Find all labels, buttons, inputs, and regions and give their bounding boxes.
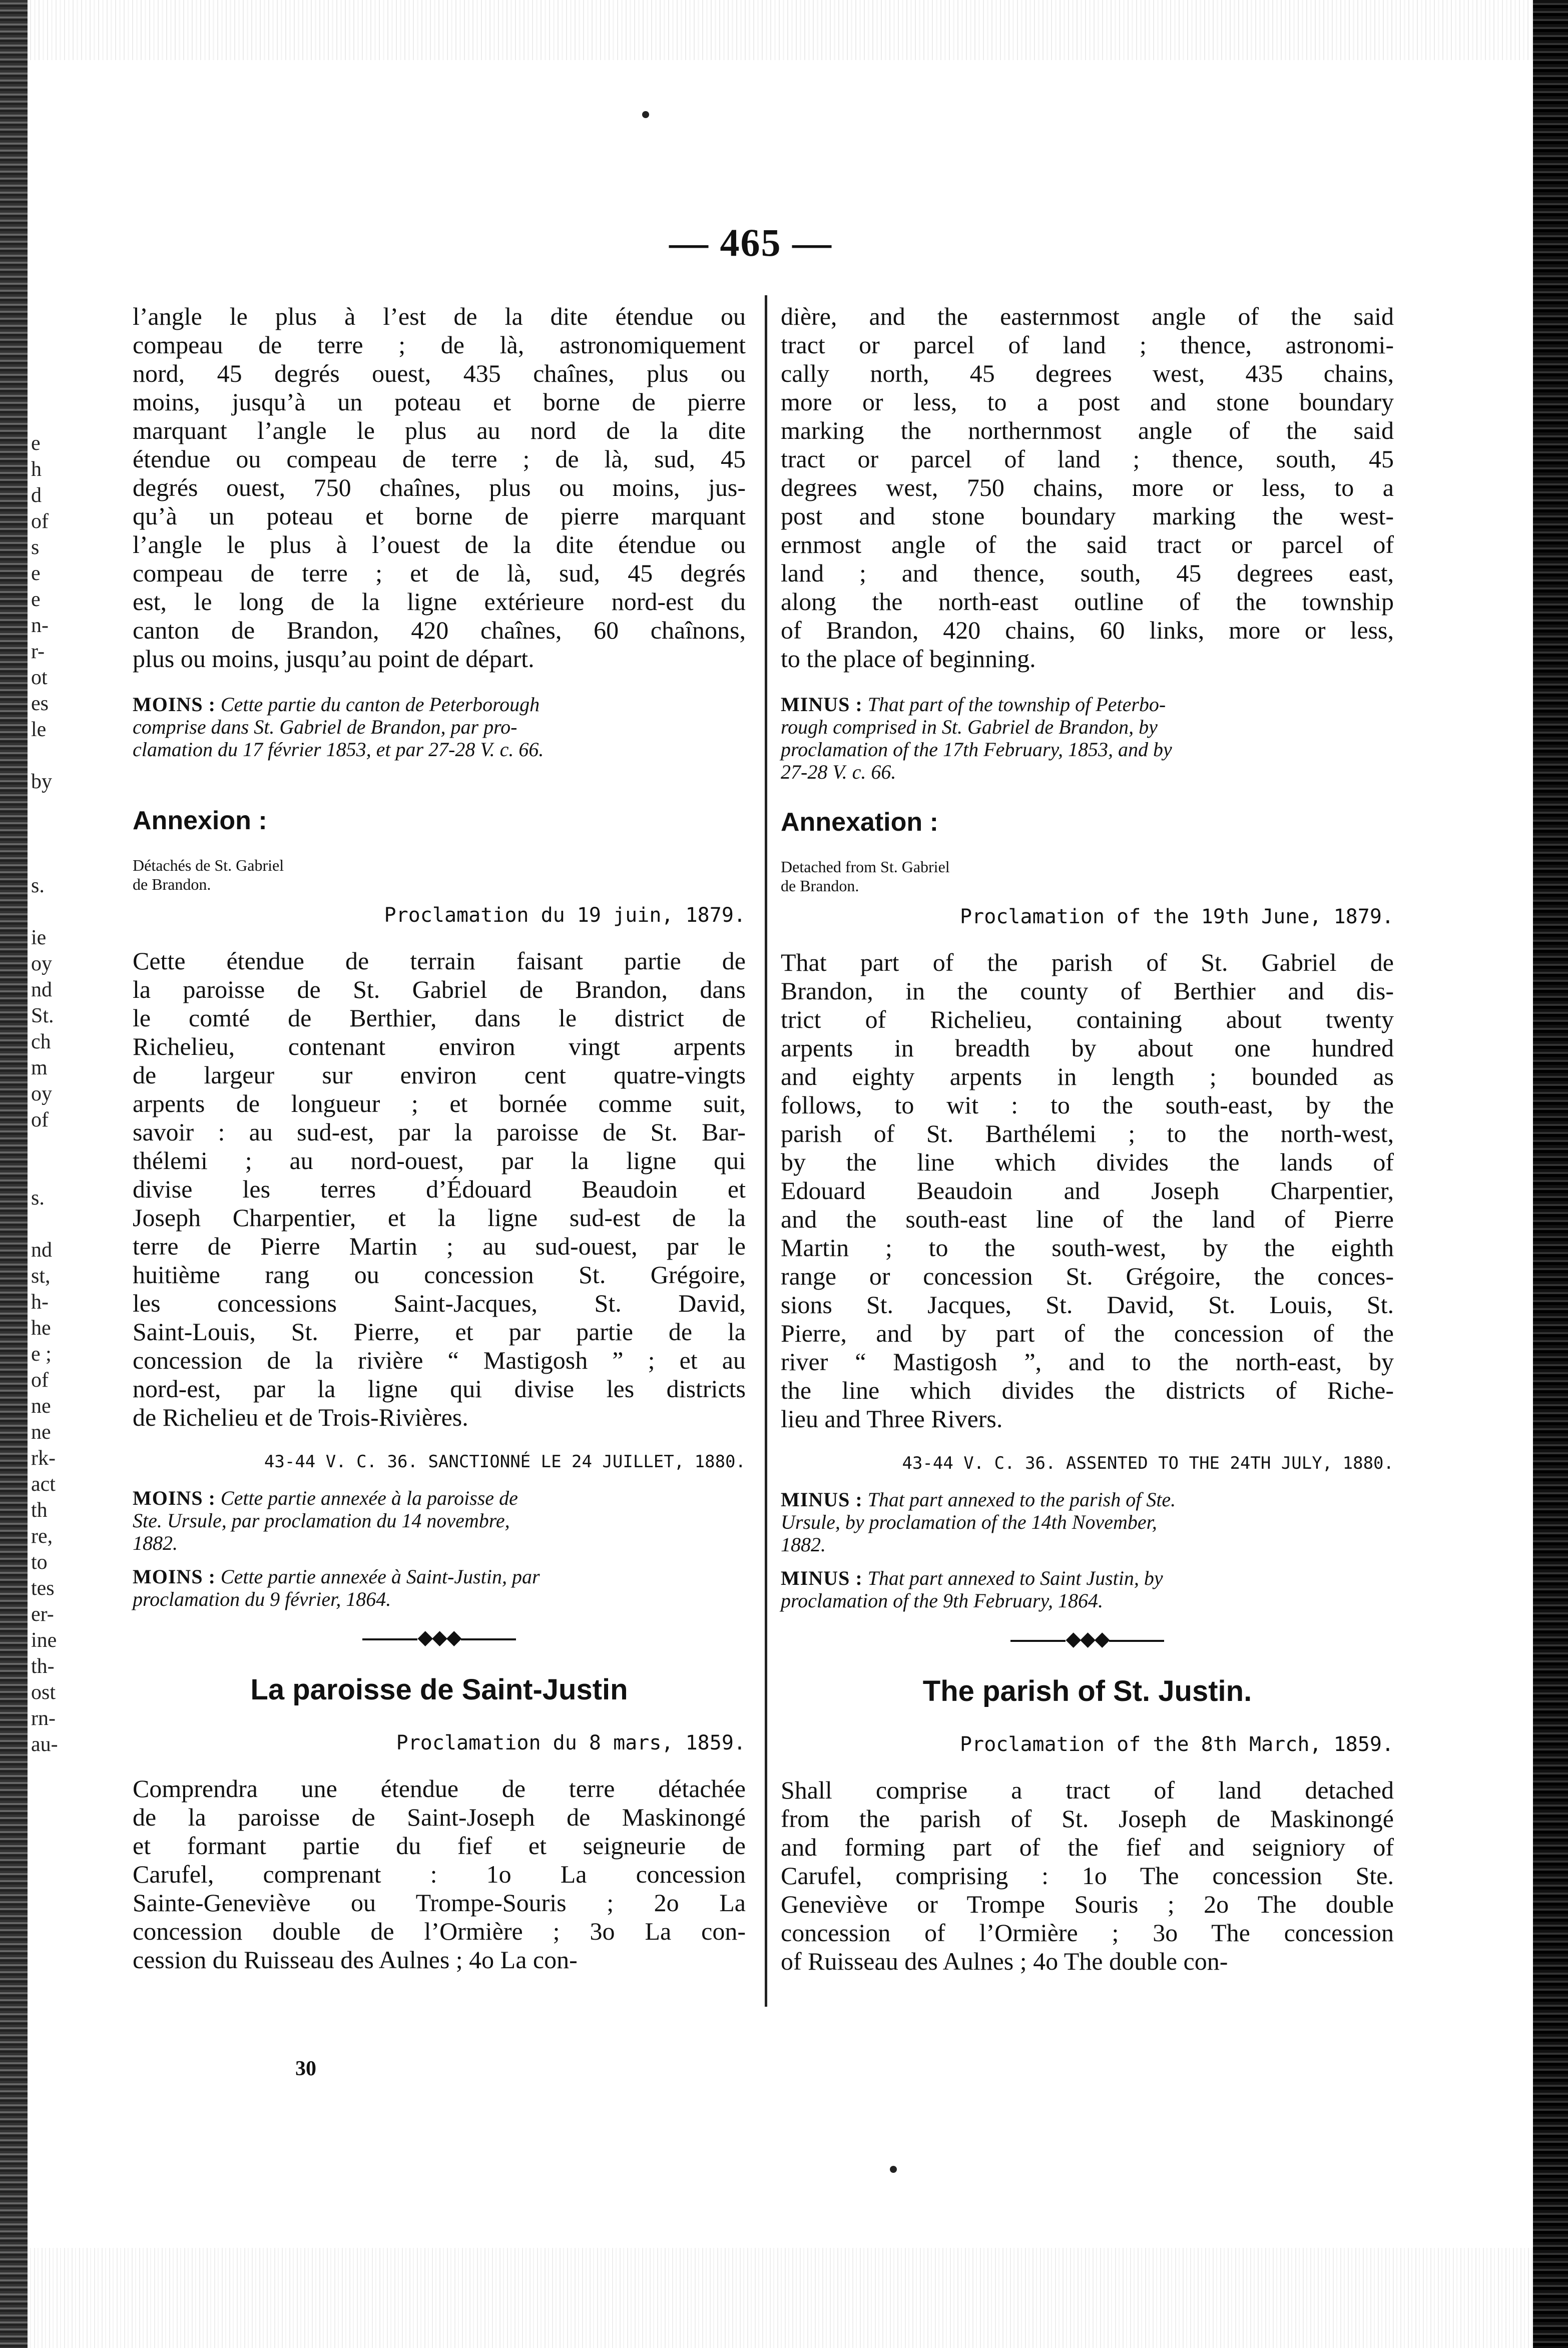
text-line: follows, to wit : to the south-east, by the <box>781 1091 1394 1119</box>
margin-fragment <box>31 1133 86 1159</box>
text-line: and eighty arpents in length ; bounded as <box>781 1062 1394 1090</box>
french-minus-note-saint-justin <box>133 1565 746 1610</box>
adjacent-page-fragments <box>31 430 86 1757</box>
french-minus-note-ste-ursule <box>133 1487 746 1554</box>
text-line: Shall comprise a tract of land detached <box>781 1776 1394 1804</box>
note-line: proclamation of the 17th February, 1853, and by <box>781 738 1172 761</box>
section-ornament: ◆◆◆ <box>781 1627 1394 1650</box>
margin-fragment: ine <box>31 1629 57 1652</box>
text-line: huitième rang ou concession St. Grégoire, <box>133 1261 746 1289</box>
margin-fragment: r- <box>31 640 45 663</box>
note-line: 1882. <box>133 1532 178 1554</box>
text-line: étendue ou compeau de terre ; de là, sud, 45 <box>133 445 746 473</box>
margin-fragment: of <box>31 510 49 533</box>
text-line: of Brandon, 420 chains, 60 links, more or less, <box>781 616 1394 644</box>
margin-fragment: st, <box>31 1265 51 1288</box>
text-line: along the north-east outline of the township <box>781 588 1394 616</box>
french-column <box>133 295 746 1974</box>
margin-fragment <box>31 795 86 821</box>
margin-fragment: e <box>31 432 41 455</box>
margin-fragment: rk- <box>31 1447 56 1470</box>
margin-fragment: m <box>31 1056 48 1079</box>
margin-fragment: es <box>31 692 49 715</box>
annex-heading: Annexion : <box>133 806 267 835</box>
text-line: concession de la rivière “ Mastigosh ” ; et au <box>133 1346 746 1374</box>
note-line: That part of the township of Peterbo- <box>867 693 1166 716</box>
text-line: divise les terres d’Édouard Beaudoin et <box>133 1175 746 1203</box>
detached-line: Détachés de St. Gabriel <box>133 856 284 874</box>
text-line: nord, 45 degrés ouest, 435 chaînes, plus ou <box>133 359 746 387</box>
note-line: 1882. <box>781 1533 826 1556</box>
text-line: Martin ; to the south-west, by the eighth <box>781 1234 1394 1262</box>
text-line: de la paroisse de Saint-Joseph de Maskinongé <box>133 1803 746 1831</box>
margin-fragment: d <box>31 484 42 507</box>
proclamation-date: Proclamation of the 8th March, 1859. <box>960 1733 1394 1756</box>
text-line: canton de Brandon, 420 chaînes, 60 chaînons, <box>133 616 746 644</box>
note-line: Ste. Ursule, par proclamation du 14 novembre, <box>133 1509 510 1532</box>
margin-fragment: e <box>31 588 41 611</box>
text-line: l’angle le plus à l’ouest de la dite étendue ou <box>133 530 746 558</box>
minus-label: MINUS : <box>781 1488 863 1511</box>
margin-fragment <box>31 821 86 847</box>
detached-from-label <box>133 856 746 894</box>
margin-fragment: th- <box>31 1655 55 1678</box>
english-minus-note-ste-ursule <box>781 1488 1394 1556</box>
note-line: 27-28 V. c. 66. <box>781 761 896 783</box>
french-paragraph-saint-justin <box>133 1775 746 1974</box>
text-line: trict of Richelieu, containing about twenty <box>781 1005 1394 1033</box>
margin-fragment: e ; <box>31 1343 52 1366</box>
text-line: plus ou moins, jusqu’au point de départ. <box>133 645 535 673</box>
text-line: degrees west, 750 chains, more or less, to a <box>781 473 1394 501</box>
text-line: marquant l’angle le plus au nord de la dite <box>133 416 746 444</box>
text-line: Comprendra une étendue de terre détachée <box>133 1775 746 1803</box>
section-title: The parish of St. Justin. <box>922 1675 1252 1707</box>
margin-fragment: h- <box>31 1291 49 1314</box>
signature-mark: 30 <box>295 2057 316 2080</box>
margin-fragment: nd <box>31 1239 52 1262</box>
margin-fragment <box>31 899 86 925</box>
margin-fragment: ne <box>31 1421 51 1444</box>
statute-reference: 43-44 V. C. 36. SANCTIONNÉ LE 24 JUILLET, 1880. <box>264 1452 746 1472</box>
scan-bottom-edge <box>0 2248 1568 2348</box>
margin-fragment: nd <box>31 978 52 1001</box>
proclamation-date: Proclamation du 19 juin, 1879. <box>384 904 746 927</box>
proclamation-date: Proclamation of the 19th June, 1879. <box>960 905 1394 928</box>
margin-fragment: s. <box>31 1187 45 1210</box>
text-line: more or less, to a post and stone boundary <box>781 388 1394 416</box>
text-line: moins, jusqu’à un poteau et borne de pierre <box>133 388 746 416</box>
margin-fragment: he <box>31 1317 51 1340</box>
text-line: terre de Pierre Martin ; au sud-ouest, par le <box>133 1232 746 1260</box>
section-ornament: ◆◆◆ <box>133 1625 746 1649</box>
margin-fragment: tes <box>31 1577 55 1600</box>
text-line: range or concession St. Grégoire, the conces- <box>781 1262 1394 1290</box>
margin-fragment: by <box>31 770 52 793</box>
text-line: sions St. Jacques, St. David, St. Louis, St. <box>781 1291 1394 1319</box>
text-line: river “ Mastigosh ”, and to the north-east, by <box>781 1348 1394 1376</box>
text-line: Joseph Charpentier, et la ligne sud-est de la <box>133 1204 746 1232</box>
text-line: compeau de terre ; et de là, sud, 45 degrés <box>133 559 746 587</box>
text-line: thélemi ; au nord-ouest, par la ligne qui <box>133 1146 746 1175</box>
english-paragraph-saint-justin <box>781 1776 1394 1976</box>
text-line: post and stone boundary marking the west- <box>781 502 1394 530</box>
note-line: Cette partie annexée à Saint-Justin, par <box>220 1565 540 1588</box>
column-divider <box>765 295 767 2007</box>
margin-fragment: s. <box>31 874 45 897</box>
text-line: cession du Ruisseau des Aulnes ; 4o La con- <box>133 1946 578 1974</box>
text-line: Sainte-Geneviève ou Trompe-Souris ; 2o La <box>133 1889 746 1917</box>
text-line: arpents in breadth by about one hundred <box>781 1034 1394 1062</box>
margin-fragment: oy <box>31 952 52 975</box>
text-line: savoir : au sud-est, par la paroisse de St. Bar- <box>133 1118 746 1146</box>
text-line: Pierre, and by part of the concession of the <box>781 1319 1394 1347</box>
margin-fragment: oy <box>31 1082 52 1105</box>
text-line: degrés ouest, 750 chaînes, plus ou moins, jus- <box>133 473 746 501</box>
text-line: to the place of beginning. <box>781 645 1036 673</box>
margin-fragment: to <box>31 1551 48 1574</box>
text-line: l’angle le plus à l’est de la dite étendue ou <box>133 302 746 330</box>
margin-fragment: n- <box>31 614 49 637</box>
text-line: compeau de terre ; de là, astronomiquement <box>133 331 746 359</box>
margin-fragment: act <box>31 1473 56 1496</box>
scan-left-edge <box>0 0 28 2348</box>
annex-heading: Annexation : <box>781 808 938 837</box>
note-line: clamation du 17 février 1853, et par 27-28 V. c. 66. <box>133 738 544 761</box>
note-line: Cette partie du canton de Peterborough <box>220 693 540 716</box>
note-line: comprise dans St. Gabriel de Brandon, par pro- <box>133 716 517 738</box>
text-line: and forming part of the fief and seigniory of <box>781 1833 1394 1861</box>
text-line: concession of l’Ormière ; 3o The concession <box>781 1919 1394 1947</box>
text-line: les concessions Saint-Jacques, St. David, <box>133 1289 746 1317</box>
detached-line: de Brandon. <box>133 875 211 893</box>
proclamation-date: Proclamation du 8 mars, 1859. <box>396 1731 746 1754</box>
margin-fragment: St. <box>31 1004 54 1027</box>
minus-label: MINUS : <box>781 1567 863 1589</box>
note-line: proclamation of the 9th February, 1864. <box>781 1589 1104 1612</box>
text-line: tract or parcel of land ; thence, south, 45 <box>781 445 1394 473</box>
text-line: and the south-east line of the land of Pierre <box>781 1205 1394 1233</box>
detached-line: Detached from St. Gabriel <box>781 858 950 876</box>
scan-top-edge <box>0 0 1568 60</box>
margin-fragment: rn- <box>31 1707 56 1730</box>
note-line: Ursule, by proclamation of the 14th November, <box>781 1511 1157 1533</box>
margin-fragment: e <box>31 562 41 585</box>
note-line: proclamation du 9 février, 1864. <box>133 1588 391 1610</box>
margin-fragment: ost <box>31 1681 56 1704</box>
french-minus-note-peterborough <box>133 693 746 761</box>
note-line: That part annexed to the parish of Ste. <box>867 1488 1176 1511</box>
text-line: Carufel, comprenant : 1o La concession <box>133 1860 746 1888</box>
text-line: Saint-Louis, St. Pierre, et par partie de la <box>133 1318 746 1346</box>
text-line: by the line which divides the lands of <box>781 1148 1394 1176</box>
margin-fragment: h <box>31 458 42 481</box>
minus-label: MOINS : <box>133 1565 216 1588</box>
page-number: — 465 — <box>669 221 832 264</box>
margin-fragment: au- <box>31 1733 58 1756</box>
text-line: Brandon, in the county of Berthier and dis- <box>781 977 1394 1005</box>
text-line: of Ruisseau des Aulnes ; 4o The double con- <box>781 1947 1228 1975</box>
text-line: Geneviève or Trompe Souris ; 2o The double <box>781 1890 1394 1918</box>
text-line: ernmost angle of the said tract or parcel of <box>781 530 1394 558</box>
text-line: Richelieu, contenant environ vingt arpents <box>133 1032 746 1060</box>
french-paragraph-annexation <box>133 947 746 1432</box>
scan-speck <box>890 2166 897 2173</box>
text-line: tract or parcel of land ; thence, astronomi- <box>781 331 1394 359</box>
text-line: dière, and the easternmost angle of the said <box>781 302 1394 330</box>
margin-fragment: th <box>31 1499 48 1522</box>
note-line: That part annexed to Saint Justin, by <box>867 1567 1163 1589</box>
english-paragraph-boundaries <box>781 302 1394 673</box>
text-line: That part of the parish of St. Gabriel de <box>781 948 1394 976</box>
text-line: from the parish of St. Joseph de Maskinongé <box>781 1805 1394 1833</box>
margin-fragment: re, <box>31 1525 53 1548</box>
text-line: nord-est, par la ligne qui divise les districts <box>133 1375 746 1403</box>
minus-label: MOINS : <box>133 1487 216 1509</box>
french-paragraph-boundaries <box>133 302 746 673</box>
note-line: rough comprised in St. Gabriel de Brandon, by <box>781 716 1158 738</box>
section-title: La paroisse de Saint-Justin <box>250 1673 628 1706</box>
detached-from-label <box>781 857 1394 895</box>
text-line: la paroisse de St. Gabriel de Brandon, dans <box>133 975 746 1003</box>
text-line: marking the northernmost angle of the said <box>781 416 1394 444</box>
english-column <box>781 295 1394 1976</box>
english-minus-note-peterborough <box>781 693 1394 783</box>
text-line: Carufel, comprising : 1o The concession Ste. <box>781 1862 1394 1890</box>
text-line: land ; and thence, south, 45 degrees east, <box>781 559 1394 587</box>
text-line: Cette étendue de terrain faisant partie de <box>133 947 746 975</box>
margin-fragment: le <box>31 718 47 741</box>
margin-fragment <box>31 847 86 873</box>
scan-speck <box>642 111 649 118</box>
text-line: cally north, 45 degrees west, 435 chains, <box>781 359 1394 387</box>
text-line: lieu and Three Rivers. <box>781 1405 1003 1433</box>
scan-right-edge <box>1533 0 1568 2348</box>
margin-fragment <box>31 1211 86 1237</box>
margin-fragment: of <box>31 1108 49 1131</box>
margin-fragment <box>31 743 86 769</box>
margin-fragment: s <box>31 536 40 559</box>
text-line: the line which divides the districts of Riche- <box>781 1376 1394 1404</box>
text-line: est, le long de la ligne extérieure nord-est du <box>133 588 746 616</box>
english-paragraph-annexation <box>781 948 1394 1433</box>
margin-fragment: er- <box>31 1603 54 1626</box>
statute-reference: 43-44 V. C. 36. ASSENTED TO THE 24TH JULY, 1880. <box>902 1453 1394 1473</box>
text-line: de largeur sur environ cent quatre-vingts <box>133 1061 746 1089</box>
text-line: concession double de l’Ormière ; 3o La con- <box>133 1917 746 1945</box>
english-minus-note-saint-justin <box>781 1567 1394 1612</box>
note-line: Cette partie annexée à la paroisse de <box>220 1487 518 1509</box>
text-line: parish of St. Barthélemi ; to the north-west, <box>781 1119 1394 1147</box>
margin-fragment: ot <box>31 666 48 689</box>
text-line: le comté de Berthier, dans le district de <box>133 1004 746 1032</box>
margin-fragment: of <box>31 1369 49 1392</box>
text-line: qu’à un poteau et borne de pierre marquant <box>133 502 746 530</box>
margin-fragment: ie <box>31 926 47 949</box>
text-line: arpents de longueur ; et bornée comme suit, <box>133 1089 746 1117</box>
margin-fragment: ch <box>31 1030 51 1053</box>
text-line: de Richelieu et de Trois-Rivières. <box>133 1403 468 1431</box>
detached-line: de Brandon. <box>781 877 859 895</box>
minus-label: MOINS : <box>133 693 216 716</box>
margin-fragment <box>31 1159 86 1185</box>
minus-label: MINUS : <box>781 693 863 716</box>
text-line: et formant partie du fief et seigneurie de <box>133 1832 746 1860</box>
text-line: Edouard Beaudoin and Joseph Charpentier, <box>781 1177 1394 1205</box>
margin-fragment: ne <box>31 1395 51 1418</box>
